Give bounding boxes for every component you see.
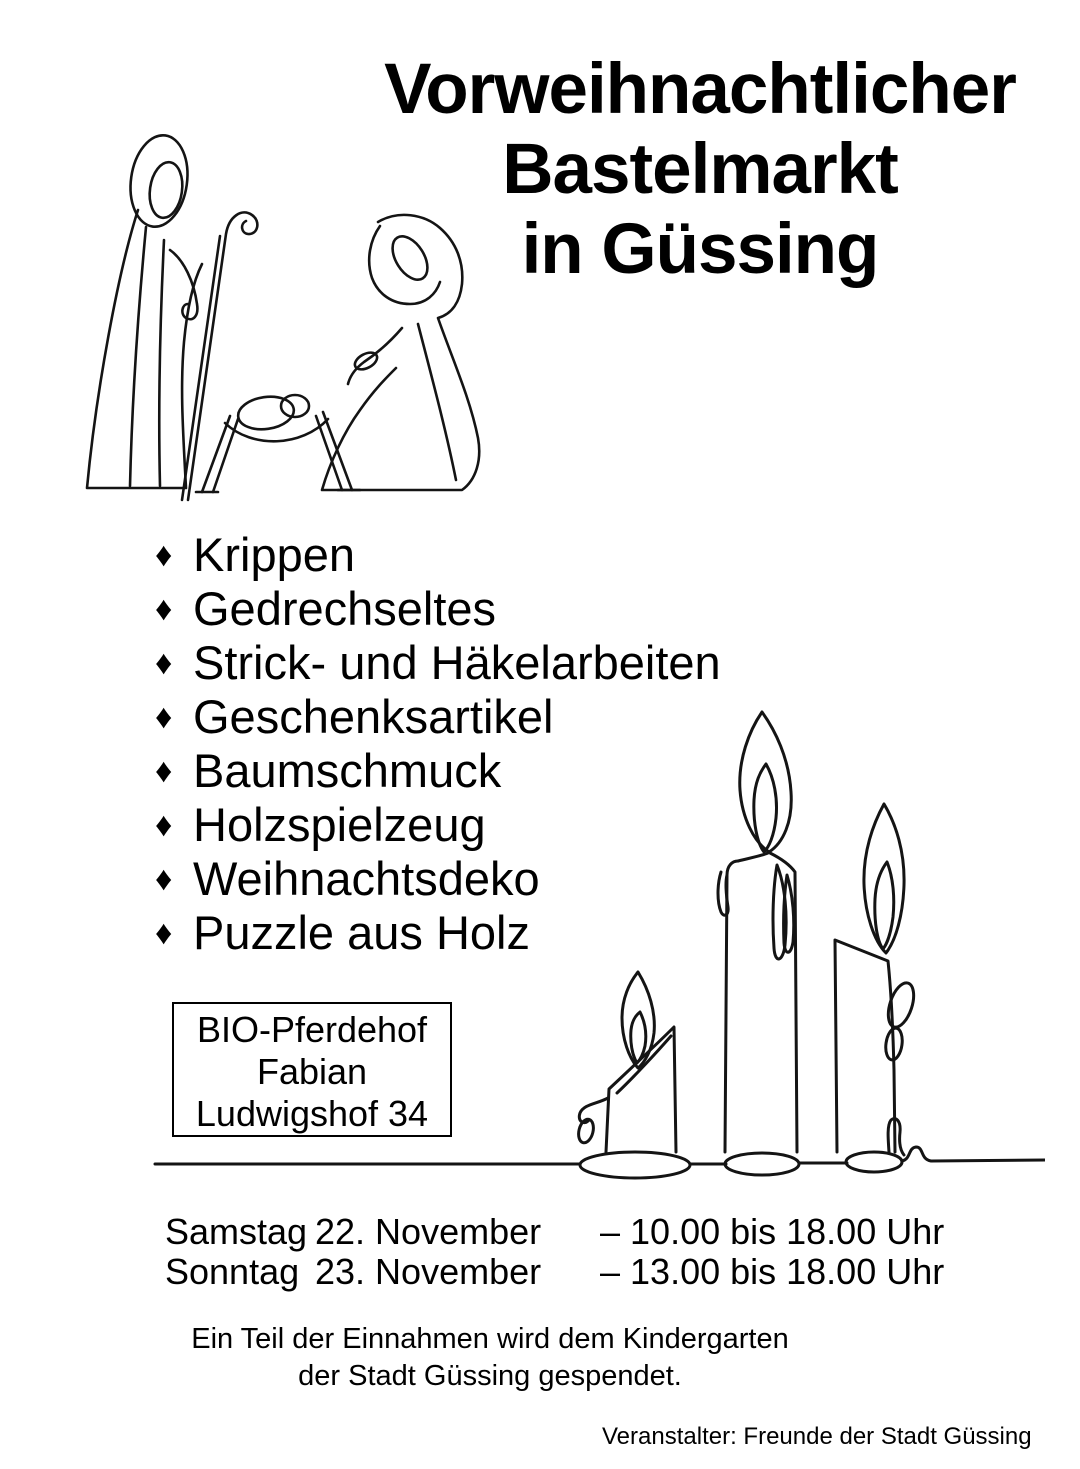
diamond-bullet-icon: ♦ <box>155 644 173 682</box>
list-item-label: Puzzle aus Holz <box>193 906 530 959</box>
schedule <box>165 1212 944 1292</box>
diamond-bullet-icon: ♦ <box>155 698 173 736</box>
diamond-bullet-icon: ♦ <box>155 860 173 898</box>
schedule-row <box>165 1212 944 1252</box>
title-line-3: in Güssing <box>521 210 879 289</box>
list-item-label: Baumschmuck <box>193 744 502 797</box>
list-item-label: Weihnachtsdeko <box>193 852 540 905</box>
donation-note <box>165 1321 815 1395</box>
list-item-label: Krippen <box>193 528 355 581</box>
nativity-line-art-illustration <box>80 132 500 504</box>
donation-line-1: Ein Teil der Einnahmen wird dem Kindergarten <box>191 1323 789 1355</box>
schedule-day: Samstag <box>165 1211 308 1252</box>
list-item-label: Holzspielzeug <box>193 798 486 851</box>
organizer-note: Veranstalter: Freunde der Stadt Güssing <box>602 1423 1032 1450</box>
diamond-bullet-icon: ♦ <box>155 590 173 628</box>
diamond-bullet-icon: ♦ <box>155 914 173 952</box>
schedule-date: 22. November <box>315 1211 542 1252</box>
venue-line-3: Ludwigshof 34 <box>195 1093 429 1134</box>
schedule-day: Sonntag <box>165 1251 300 1292</box>
title-line-1: Vorweihnachtlicher <box>384 50 1016 129</box>
list-item-label: Geschenksartikel <box>193 690 554 743</box>
diamond-bullet-icon: ♦ <box>155 752 173 790</box>
list-item <box>155 636 721 690</box>
schedule-time: – 13.00 bis 18.00 Uhr <box>600 1251 945 1292</box>
diamond-bullet-icon: ♦ <box>155 536 173 574</box>
diamond-bullet-icon: ♦ <box>155 806 173 844</box>
venue-line-2: Fabian <box>256 1051 368 1092</box>
donation-line-2: der Stadt Güssing gespendet. <box>298 1360 682 1392</box>
schedule-date: 23. November <box>315 1251 542 1292</box>
venue-box <box>172 1002 452 1137</box>
list-item-label: Strick- und Häkelarbeiten <box>193 636 721 689</box>
list-item <box>155 528 721 582</box>
schedule-row <box>165 1252 944 1292</box>
schedule-time: – 10.00 bis 18.00 Uhr <box>600 1211 945 1252</box>
list-item-label: Gedrechseltes <box>193 582 497 635</box>
list-item <box>155 582 721 636</box>
venue-line-1: BIO-Pferdehof <box>196 1009 428 1050</box>
title-line-2: Bastelmarkt <box>502 130 898 209</box>
